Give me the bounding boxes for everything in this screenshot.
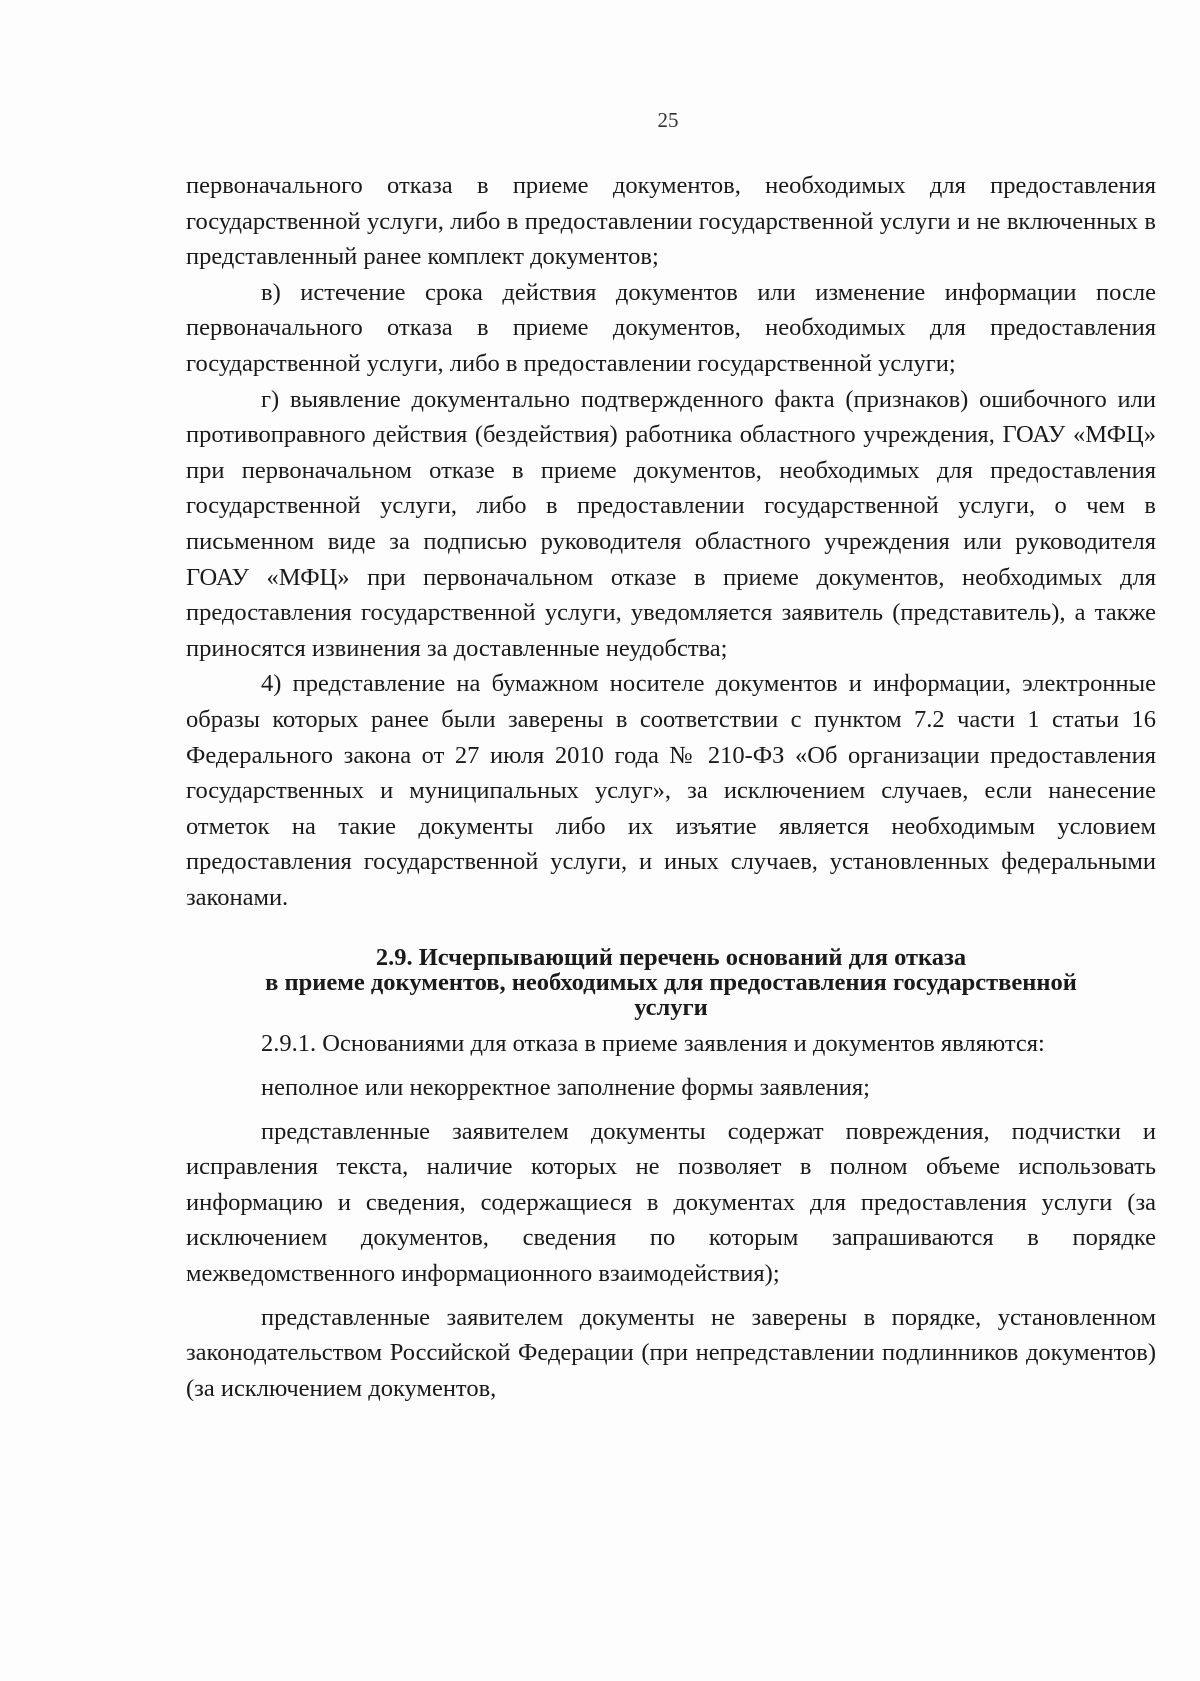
section-heading-line-1: 2.9. Исчерпывающий перечень оснований для отказа xyxy=(375,944,967,972)
paragraph-2-9-1: 2.9.1. Основаниями для отказа в приеме заявления и документов являются: xyxy=(261,1030,1045,1058)
section-heading-line-2: в приеме документов, необходимых для предоставления государственной xyxy=(265,969,1077,997)
paragraph-continuation: первоначального отказа в приеме документов, необходимых для предоставления государственной услуги, либо в предоставлении государственной услуги и не включенных в представленный ранее комплект документов; xyxy=(186,172,1156,271)
paragraph-item-v: в) истечение срока действия документов или изменение информации после первоначального отказа в приеме документов, необходимых для предоставления государственной услуги, либо в предоставлении государственной услуги; xyxy=(186,278,1156,377)
paragraph-item-g: г) выявление документально подтвержденного факта (признаков) ошибочного или противоправного действия (бездействия) работника областного учреждения, ГОАУ «МФЦ» при первоначальном отказе в приеме документов, необходимых для предоставления государственной услуги, либо в предоставлении государственной услуги, о чем в письменном виде за подписью руководителя областного учреждения или руководителя ГОАУ «МФЦ» при первоначальном отказе в приеме документов, необходимых для предоставления государственной услуги, уведомляется заявитель (представитель), а также приносятся извинения за доставленные неудобства; xyxy=(186,385,1156,662)
section-heading xyxy=(186,945,1156,1020)
page-number: 25 xyxy=(657,108,679,132)
paragraph-unverified-documents: представленные заявителем документы не заверены в порядке, установленном законодательством Российской Федерации (при непредставлении подлинников документов) (за исключением документов, xyxy=(186,1303,1156,1402)
paragraph-item-4: 4) представление на бумажном носителе документов и информации, электронные образы которых ранее были заверены в соответствии с пунктом 7.2 части 1 статьи 16 Федерального закона от 27 июля 2010 года № 210-ФЗ «Об организации предоставления государственных и муниципальных услуг», за исключением случаев, если нанесение отметок на такие документы либо их изъятие является необходимым условием предоставления государственной услуги, и иных случаев, установленных федеральными законами. xyxy=(186,670,1156,911)
section-heading-line-3: услуги xyxy=(634,994,708,1022)
document-body xyxy=(186,168,1156,1406)
paragraph-incomplete-form: неполное или некорректное заполнение формы заявления; xyxy=(261,1074,870,1102)
paragraph-damaged-documents: представленные заявителем документы содержат повреждения, подчистки и исправления текста, наличие которых не позволяет в полном объеме использовать информацию и сведения, содержащиеся в документах для предоставления услуги (за исключением документов, сведения по которым запрашиваются в порядке межведомственного информационного взаимодействия); xyxy=(186,1117,1156,1288)
